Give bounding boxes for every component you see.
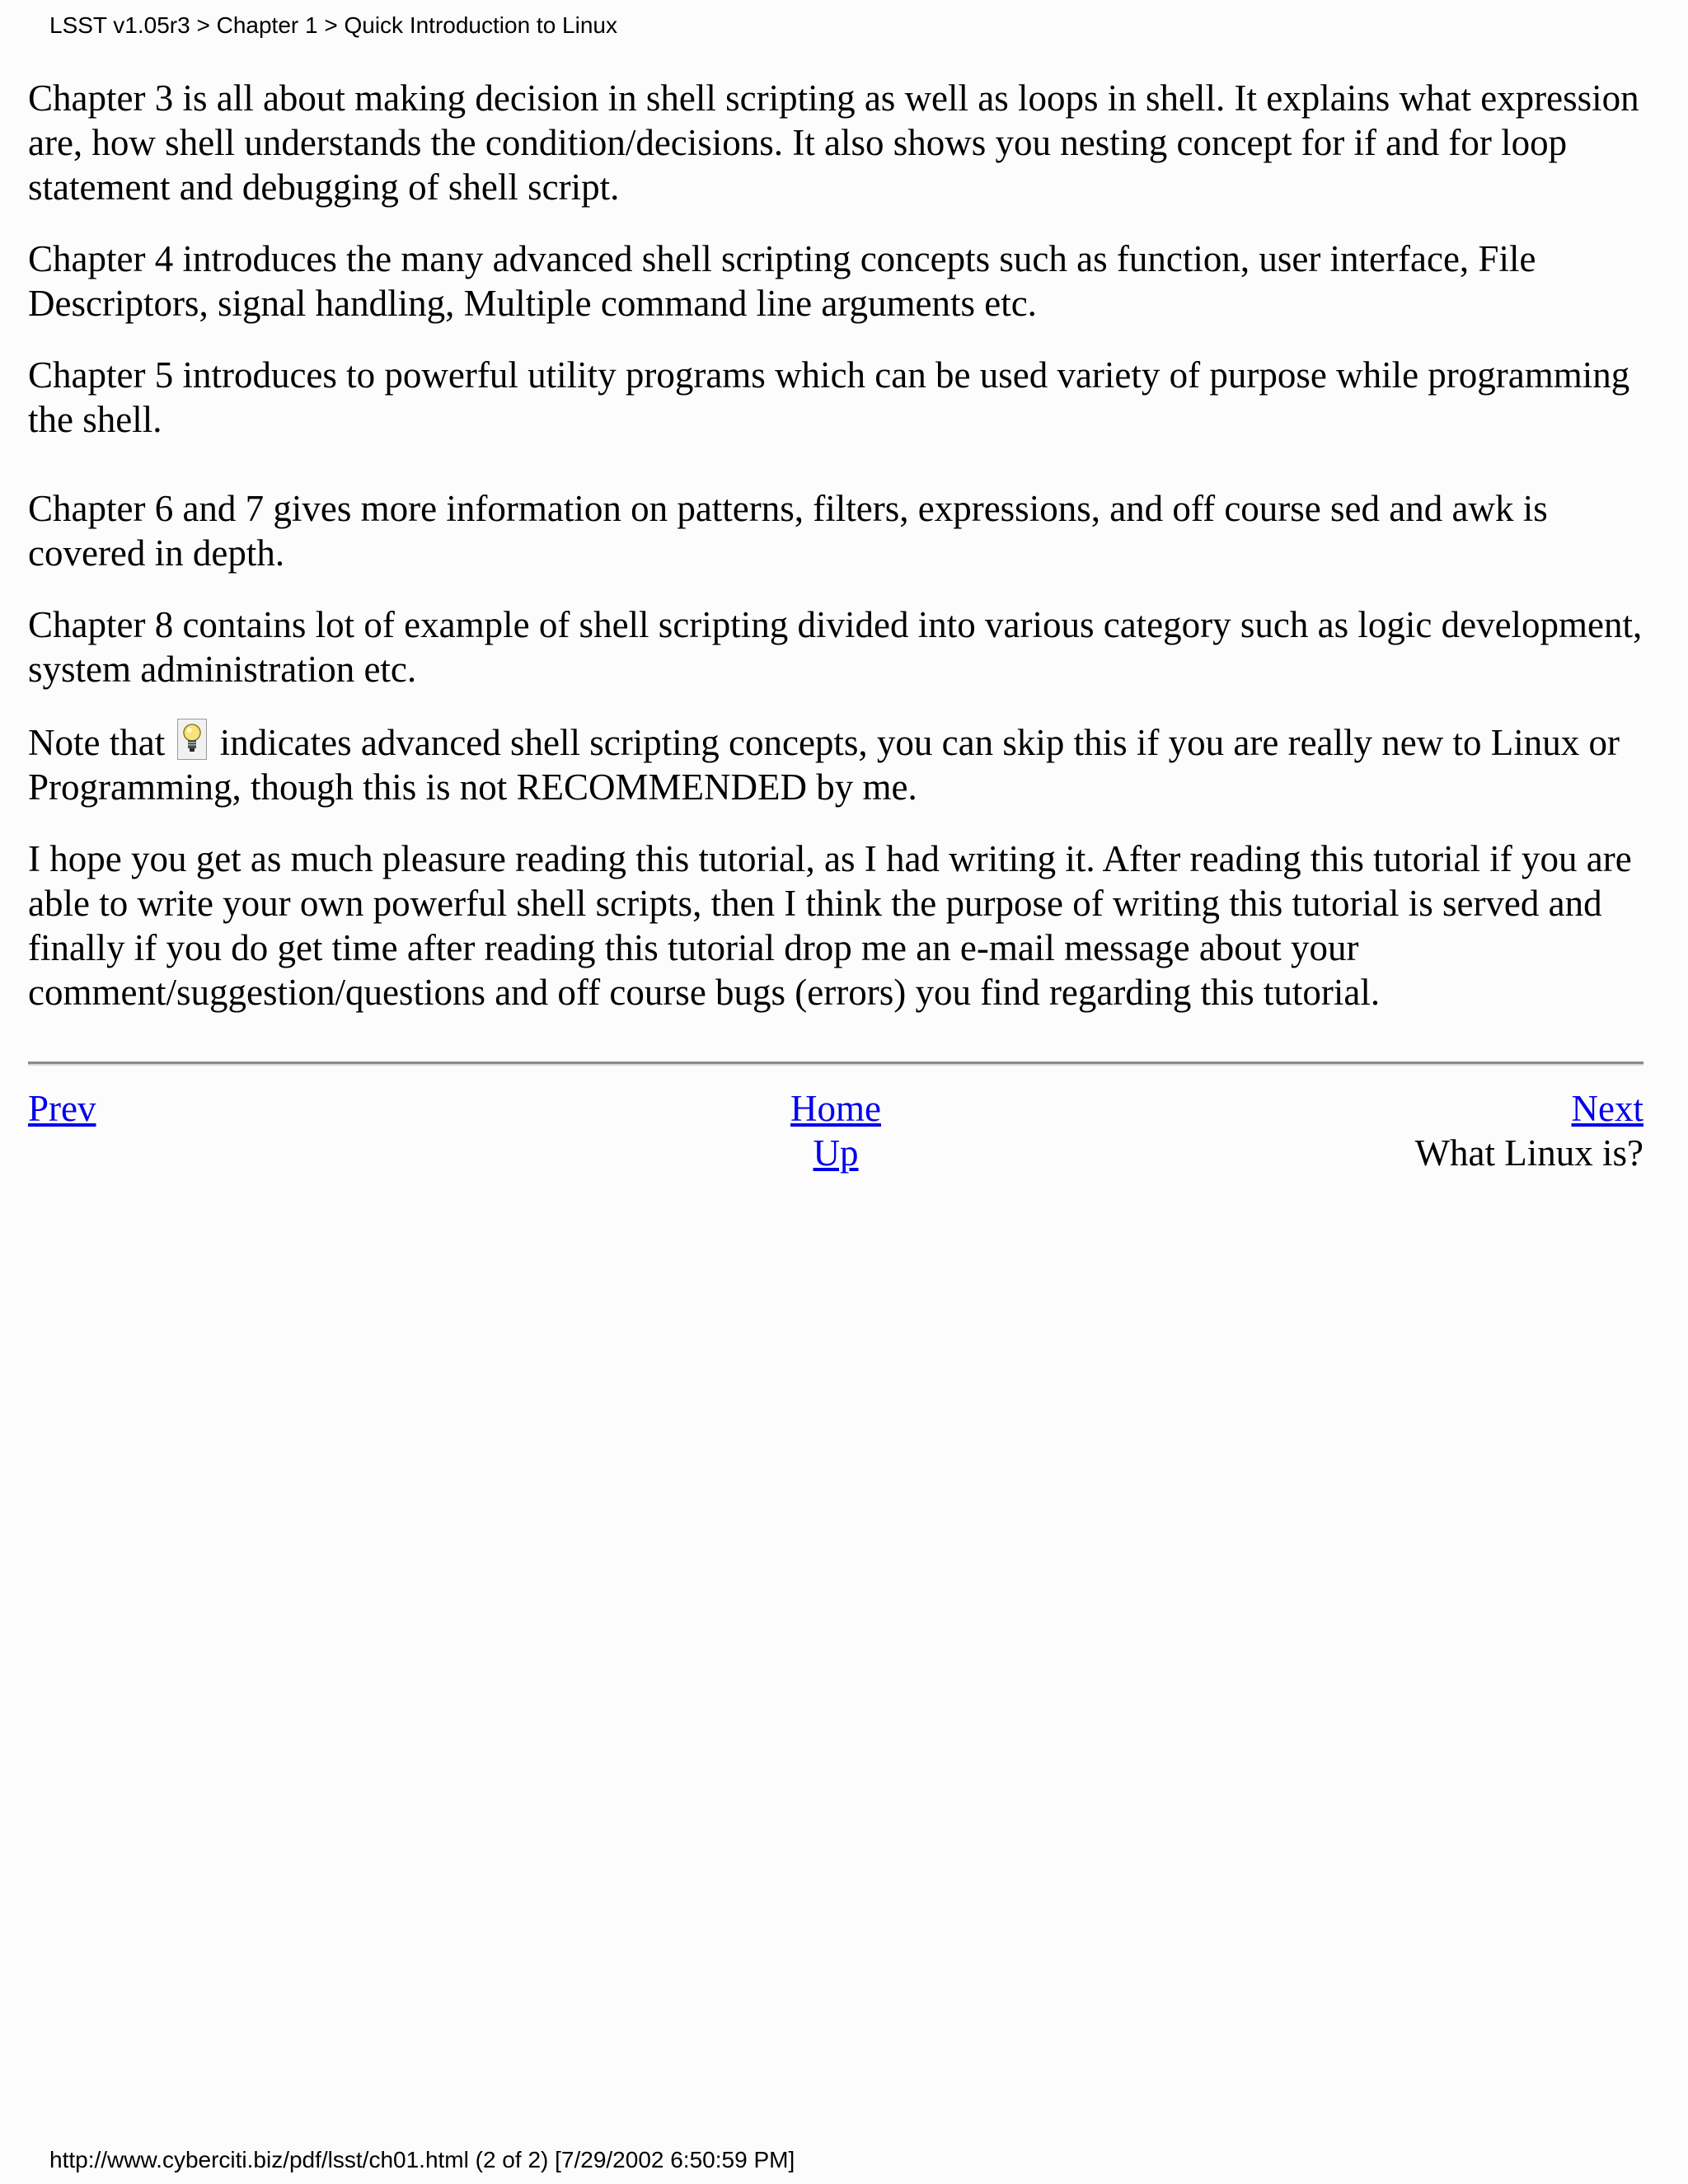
note-lead-text: Note that [28, 722, 175, 763]
paragraph-chapter-6-7: Chapter 6 and 7 gives more information on patterns, filters, expressions, and off course sed and awk is covered in depth. [28, 488, 1548, 574]
home-link[interactable]: Home [790, 1088, 881, 1129]
note-body-text: indicates advanced shell scripting concepts, you can skip this if you are really new to Linux or Programming, though this is not RECOMMENDED by me. [28, 722, 1620, 808]
next-page-title: What Linux is? [1414, 1132, 1643, 1174]
paragraph-chapter-8: Chapter 8 contains lot of example of shell scripting divided into various category such as logic development, system administration etc. [28, 604, 1643, 690]
nav-left-column [28, 1086, 96, 1131]
print-header-breadcrumb: LSST v1.05r3 > Chapter 1 > Quick Introduction to Linux [49, 12, 617, 38]
horizontal-rule [28, 1062, 1643, 1066]
lightbulb-icon [177, 719, 207, 760]
paragraph-note [28, 719, 1660, 809]
paragraph-chapter-3: Chapter 3 is all about making decision in shell scripting as well as loops in shell. It explains what expression are, how shell understands the condition/decisions. It also shows you nesting concept for if and for loop statement and debugging of shell script. [28, 77, 1639, 208]
paragraph-chapter-5: Chapter 5 introduces to powerful utility programs which can be used variety of purpose while programming the shell. [28, 354, 1630, 440]
paragraph-closing: I hope you get as much pleasure reading this tutorial, as I had writing it. After reading this tutorial if you are able to write your own powerful shell scripts, then I think the purpose of writing this tutorial is served and finally if you do get time after reading this tutorial drop me an e-mail message about your comment/suggestion/questions and off course bugs (errors) you find regarding this tutorial. [28, 838, 1632, 1013]
prev-link[interactable]: Prev [28, 1088, 96, 1129]
nav-center-column [28, 1086, 1643, 1175]
document-body [28, 76, 1660, 1042]
up-link[interactable]: Up [813, 1132, 859, 1174]
next-link[interactable]: Next [1571, 1088, 1643, 1129]
paragraph-chapter-4: Chapter 4 introduces the many advanced shell scripting concepts such as function, user interface, File Descriptors, signal handling, Multiple command line arguments etc. [28, 238, 1536, 324]
nav-right-column [1415, 1086, 1643, 1175]
print-footer-source: http://www.cyberciti.biz/pdf/lsst/ch01.html (2 of 2) [7/29/2002 6:50:59 PM] [49, 2147, 795, 2172]
